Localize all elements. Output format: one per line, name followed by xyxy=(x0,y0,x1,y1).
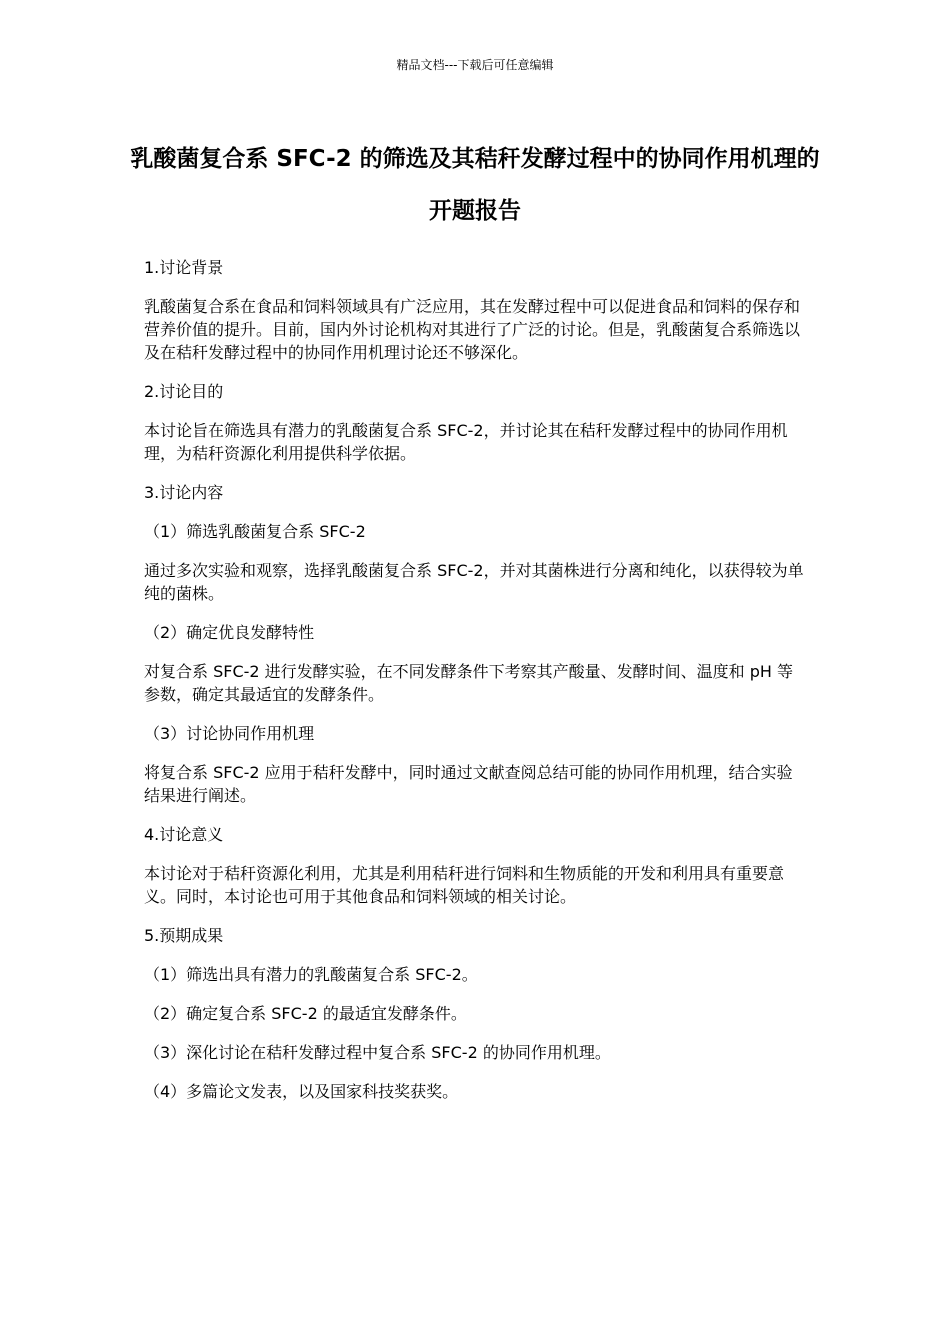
document-body xyxy=(144,256,806,1119)
result-item-3: （3）深化讨论在秸秆发酵过程中复合系 SFC-2 的协同作用机理。 xyxy=(144,1043,611,1062)
section-heading-significance: 4.讨论意义 xyxy=(144,825,224,844)
section-text-background: 乳酸菌复合系在食品和饲料领域具有广泛应用，其在发酵过程中可以促进食品和饲料的保存和营养价值的提升。目前，国内外讨论机构对其进行了广泛的讨论。但是，乳酸菌复合系筛选以及在秸秆发酵过程中的协同作用机理讨论还不够深化。 xyxy=(144,297,801,362)
section-text-purpose: 本讨论旨在筛选具有潜力的乳酸菌复合系 SFC-2，并讨论其在秸秆发酵过程中的协同作用机理，为秸秆资源化利用提供科学依据。 xyxy=(144,421,788,463)
result-item-4: （4）多篇论文发表，以及国家科技奖获奖。 xyxy=(144,1082,459,1101)
section-text-significance: 本讨论对于秸秆资源化利用，尤其是利用秸秆进行饲料和生物质能的开发和利用具有重要意义。同时，本讨论也可用于其他食品和饲料领域的相关讨论。 xyxy=(144,864,785,906)
result-item-1: （1）筛选出具有潜力的乳酸菌复合系 SFC-2。 xyxy=(144,965,478,984)
content-text-2: 对复合系 SFC-2 进行发酵实验，在不同发酵条件下考察其产酸量、发酵时间、温度和 pH 等参数，确定其最适宜的发酵条件。 xyxy=(144,662,794,704)
content-text-3: 将复合系 SFC-2 应用于秸秆发酵中，同时通过文献查阅总结可能的协同作用机理，结合实验结果进行阐述。 xyxy=(144,763,793,805)
page-header: 精品文档---下载后可任意编辑 xyxy=(396,58,554,72)
content-subheading-1: （1）筛选乳酸菌复合系 SFC-2 xyxy=(144,522,366,541)
content-subheading-3: （3）讨论协同作用机理 xyxy=(144,724,315,743)
document-title: 乳酸菌复合系 SFC-2 的筛选及其秸秆发酵过程中的协同作用机理的开题报告 xyxy=(130,146,820,224)
content-subheading-2: （2）确定优良发酵特性 xyxy=(144,623,315,642)
section-heading-content: 3.讨论内容 xyxy=(144,483,224,502)
section-heading-background: 1.讨论背景 xyxy=(144,258,224,277)
section-heading-results: 5.预期成果 xyxy=(144,926,224,945)
section-heading-purpose: 2.讨论目的 xyxy=(144,382,224,401)
content-text-1: 通过多次实验和观察，选择乳酸菌复合系 SFC-2，并对其菌株进行分离和纯化，以获得较为单纯的菌株。 xyxy=(144,561,804,603)
result-item-2: （2）确定复合系 SFC-2 的最适宜发酵条件。 xyxy=(144,1004,467,1023)
